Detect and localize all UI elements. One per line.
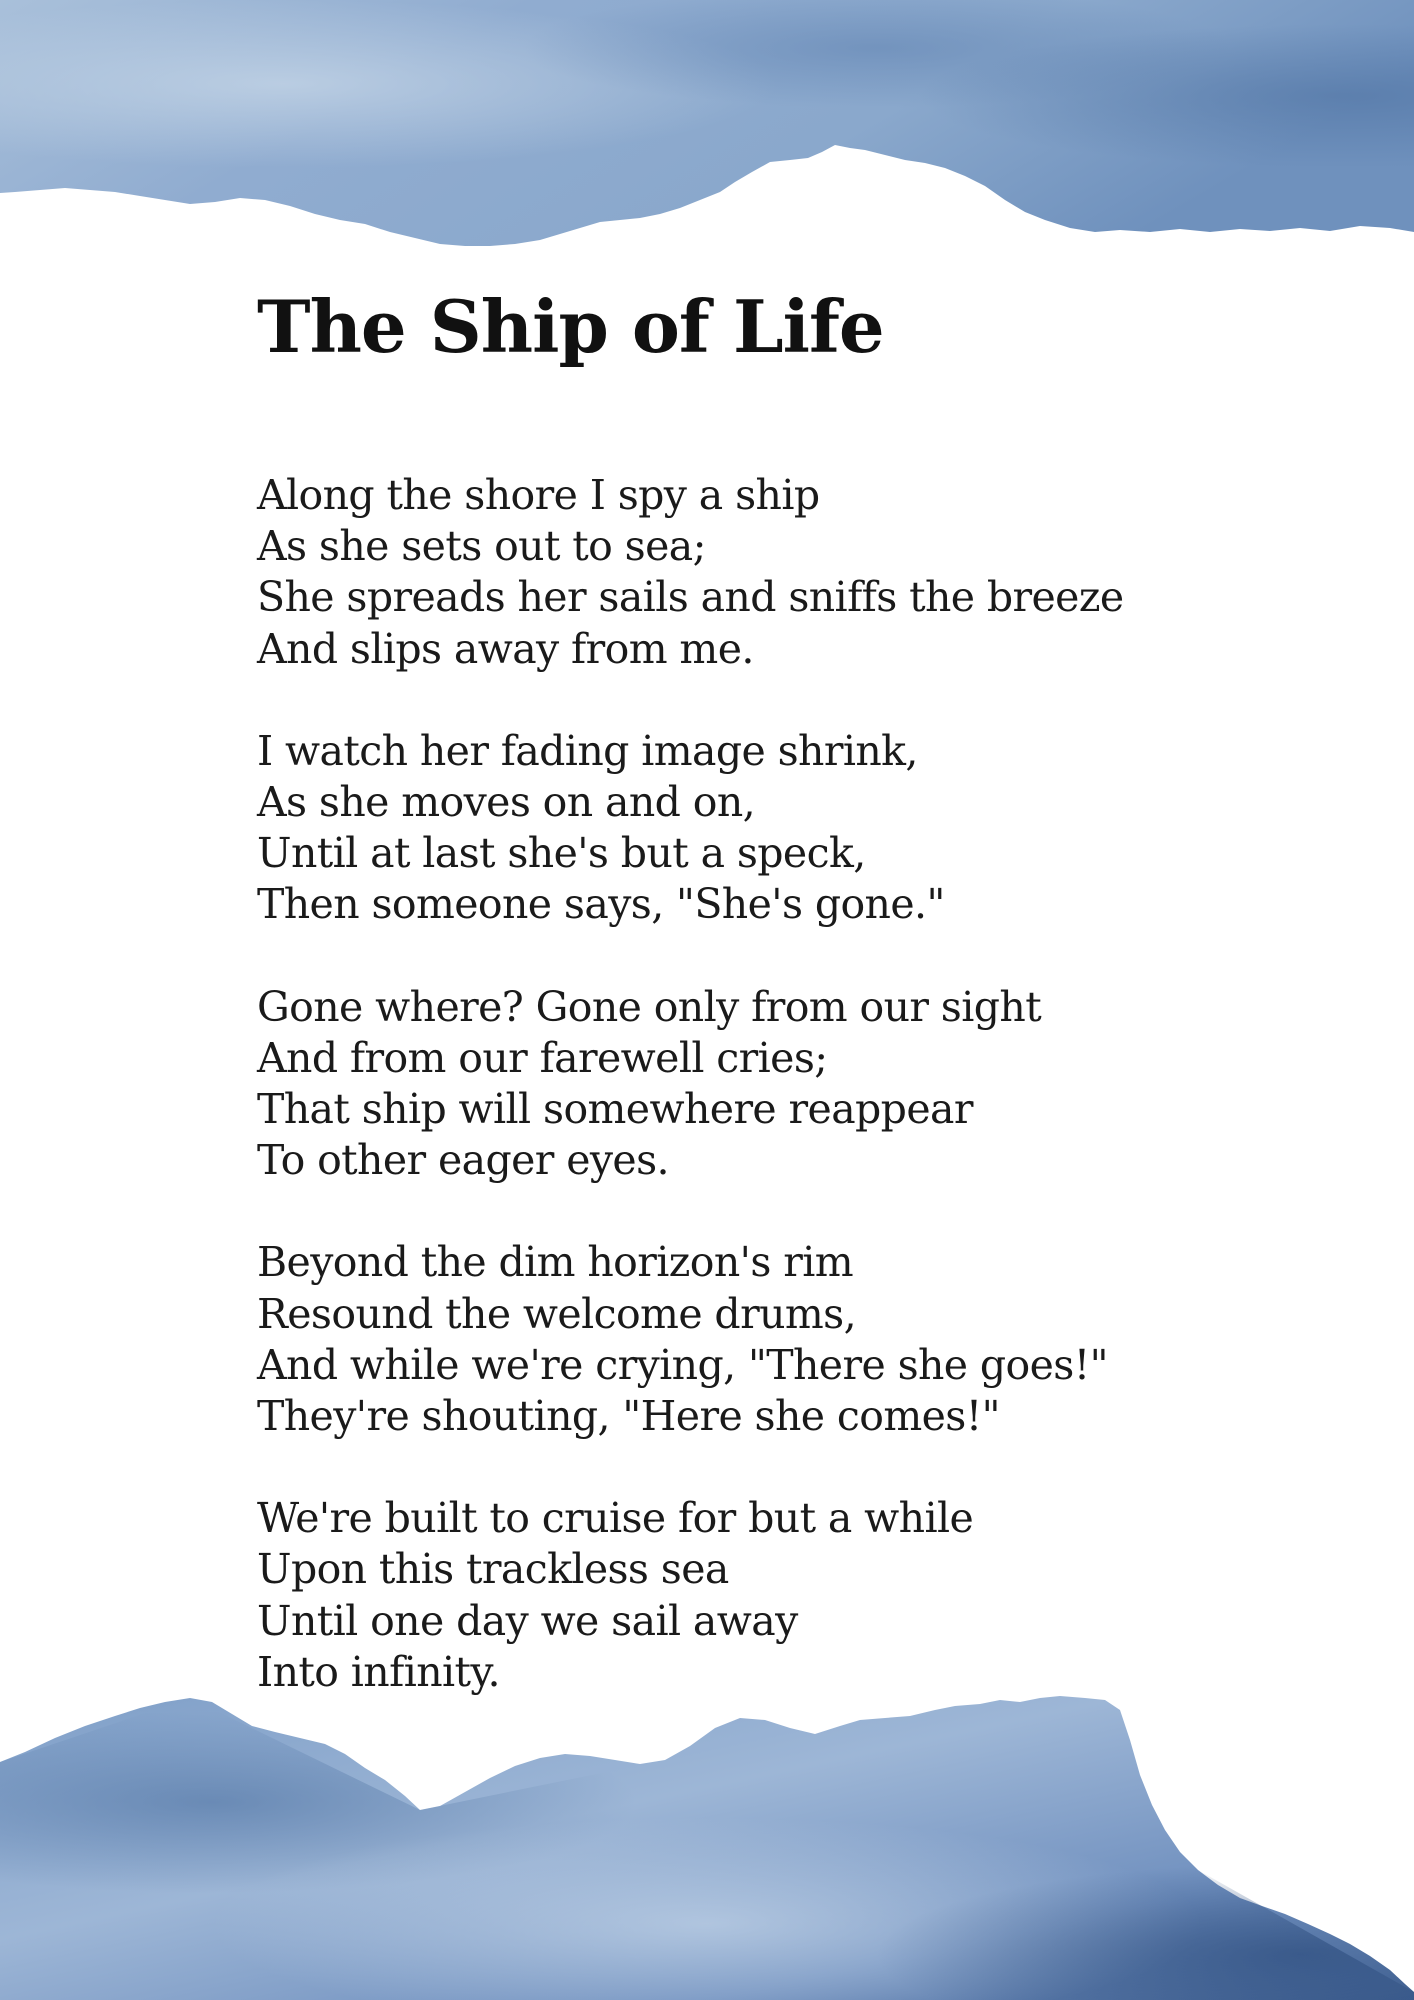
stanza	[257, 726, 1257, 931]
poem-line: Until one day we sail away	[257, 1596, 798, 1645]
poem-title: The Ship of Life	[257, 284, 884, 369]
poem-body	[257, 470, 1257, 1749]
poem-line: To other eager eyes.	[257, 1136, 669, 1185]
stanza	[257, 470, 1257, 675]
stanza	[257, 982, 1257, 1187]
watercolor-wash-top	[0, 0, 1414, 260]
poem-line: Beyond the dim horizon's rim	[257, 1238, 853, 1287]
poem-line: And while we're crying, "There she goes!"	[257, 1340, 1108, 1389]
poem-line: I watch her fading image shrink,	[257, 726, 918, 775]
poem-line: Resound the welcome drums,	[257, 1289, 857, 1338]
poem-line: They're shouting, "Here she comes!"	[257, 1392, 1000, 1441]
stanza	[257, 1237, 1257, 1442]
poem-line: And from our farewell cries;	[257, 1033, 828, 1082]
poem-line: And slips away from me.	[257, 624, 754, 673]
watercolor-wash-bottom	[0, 1680, 1414, 2000]
poem-line: We're built to cruise for but a while	[257, 1494, 974, 1543]
poem-line: She spreads her sails and sniffs the breeze	[257, 573, 1124, 622]
poem-line: Into infinity.	[257, 1647, 500, 1696]
poem-line: Along the shore I spy a ship	[257, 471, 820, 519]
poem-line: Then someone says, "She's gone."	[257, 880, 945, 929]
poem-line: As she moves on and on,	[257, 778, 756, 827]
stanza	[257, 1493, 1257, 1698]
poem-line: Upon this trackless sea	[257, 1545, 729, 1594]
poem-line: That ship will somewhere reappear	[257, 1085, 973, 1134]
poem-line: As she sets out to sea;	[257, 522, 706, 571]
poem-line: Gone where? Gone only from our sight	[257, 982, 1042, 1031]
poem-line: Until at last she's but a speck,	[257, 829, 866, 878]
